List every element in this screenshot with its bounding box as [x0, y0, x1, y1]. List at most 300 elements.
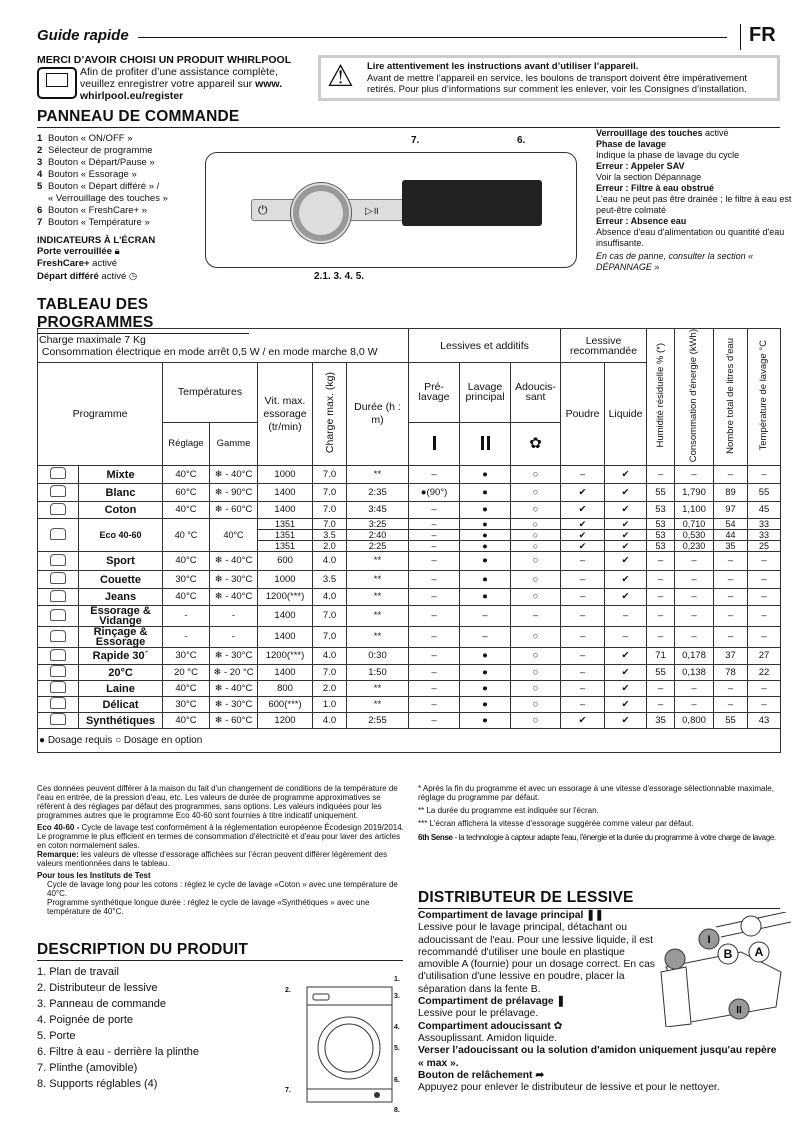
sport-icon [38, 552, 79, 571]
prewash: ●(90°) [409, 484, 460, 502]
duration: ** [347, 627, 409, 648]
water: 37 [714, 648, 748, 665]
table-caption [38, 329, 409, 363]
energy: – [675, 681, 714, 697]
note-remark-text: les valeurs de vitesse d’essorage affichées sur l’écran peuvent différer légèrement des valeurs mentionnées dans le tableau. [37, 850, 388, 868]
detergent-drawer-illustration [656, 912, 796, 1027]
wash-temp: – [748, 697, 781, 713]
program-table [37, 328, 781, 753]
header-spin: Vit. max. essorage (tr/min) [258, 363, 313, 466]
water: 89 [714, 484, 748, 502]
program-setting-temp: 40°C [163, 552, 210, 571]
duration: ** [347, 681, 409, 697]
program-setting-temp: 40°C [163, 681, 210, 697]
humidity: – [647, 571, 675, 589]
callout-5: 5. [394, 1045, 400, 1052]
control-item [37, 205, 207, 217]
indicator-item [596, 139, 796, 150]
softener: ○ [511, 697, 561, 713]
liquid: ✔ [605, 713, 647, 729]
water: – [714, 606, 748, 627]
program-setting-temp: - [163, 606, 210, 627]
program-name: Jeans [79, 589, 163, 606]
energy: 0,800 [675, 713, 714, 729]
water: 44 [714, 530, 748, 541]
humidity: – [647, 552, 675, 571]
product-part: 6. Filtre à eau - derrière la plinthe [37, 1046, 200, 1058]
max-load: 4.0 [313, 589, 347, 606]
softener: ○ [511, 648, 561, 665]
humidity: 53 [647, 541, 675, 552]
water: – [714, 681, 748, 697]
control-number: 6 [37, 205, 43, 216]
indicator-name: Phase de lavage [596, 139, 667, 149]
register-text-body: Afin de profiter d’une assistance complète, veuillez enregistrer votre appareil sur [80, 66, 278, 90]
powder: – [561, 589, 605, 606]
computer-icon [37, 67, 77, 99]
program-name: Coton [79, 502, 163, 519]
main-wash-icon: ❚❚ [586, 910, 604, 921]
callout-4: 4. [394, 1024, 400, 1031]
water: 35 [714, 541, 748, 552]
powder: – [561, 697, 605, 713]
header-humidity [647, 329, 675, 466]
control-number: 7 [37, 217, 43, 228]
table-row [38, 665, 781, 681]
distributor-compartments [418, 910, 656, 1045]
table-row [38, 466, 781, 484]
prewash: – [409, 681, 460, 697]
program-setting-temp: 20 °C [163, 665, 210, 681]
mainwash: ● [460, 681, 511, 697]
test-institutes-heading: Pour tous les Instituts de Test [37, 871, 151, 880]
powder: ✔ [561, 541, 605, 552]
water: 78 [714, 665, 748, 681]
max-load: 3.5 [313, 530, 347, 541]
product-part: 1. Plan de travail [37, 966, 119, 978]
liquid: ✔ [605, 484, 647, 502]
warning-bold: Lire attentivement les instructions avant d’utiliser l’appareil. [367, 61, 639, 72]
header-setting: Réglage [163, 422, 210, 465]
wash-temp: 33 [748, 519, 781, 530]
softener-icon: ✿ [553, 1020, 563, 1032]
duvet-icon [38, 571, 79, 589]
liquid: ✔ [605, 502, 647, 519]
program-temp-range: ❄ - 40°C [210, 466, 258, 484]
program-temp-range: ❄ - 60°C [210, 502, 258, 519]
release-button-text [418, 1070, 780, 1095]
prewash: – [409, 713, 460, 729]
humidity: – [647, 466, 675, 484]
callout-6: 6. [517, 135, 526, 146]
powder: ✔ [561, 530, 605, 541]
label-A: A [754, 945, 764, 959]
softener-heading: Compartiment adoucissant [418, 1020, 551, 1032]
max-load: 7.0 [313, 484, 347, 502]
program-setting-temp: 30°C [163, 648, 210, 665]
indicator-item [596, 183, 796, 194]
footnote-2: ** La durée du programme est indiquée sur l'écran. [418, 806, 599, 815]
table-row [38, 697, 781, 713]
mainwash: ● [460, 665, 511, 681]
indicator-text: L'eau ne peut pas être drainée ; le filtre à eau est peut-être colmaté [596, 194, 792, 215]
spin-speed: 1400 [258, 606, 313, 627]
indicator-name: Erreur : Filtre à eau obstrué [596, 183, 715, 193]
program-temp-range: - [210, 627, 258, 648]
humidity: 55 [647, 665, 675, 681]
control-number: 5 [37, 181, 43, 192]
prewash: – [409, 552, 460, 571]
control-item [37, 157, 207, 169]
control-label: « Verrouillage des touches » [48, 193, 168, 204]
control-item [37, 133, 207, 145]
header-temp [748, 329, 781, 466]
wash-temp: 25 [748, 541, 781, 552]
program-temp-range: ❄ - 40°C [210, 681, 258, 697]
wash-temp: 33 [748, 530, 781, 541]
spin-speed: 1400 [258, 484, 313, 502]
header-recommended: Lessive recommandée [561, 329, 647, 363]
program-temp-range: ❄ - 90°C [210, 484, 258, 502]
liquid: ✔ [605, 697, 647, 713]
header-liquid: Liquide [605, 363, 647, 466]
max-load: 7.0 [313, 519, 347, 530]
max-load: 2.0 [313, 681, 347, 697]
prewash: – [409, 466, 460, 484]
clock-icon: ◷ [128, 271, 138, 282]
header-rule [138, 37, 727, 38]
program-setting-temp: 40°C [163, 589, 210, 606]
freshcare-status: activé [89, 258, 118, 269]
max-load: 4.0 [313, 648, 347, 665]
spin-speed: 800 [258, 681, 313, 697]
power-button-icon[interactable]: ⏻ [258, 203, 268, 217]
program-temp-range: ❄ - 40°C [210, 589, 258, 606]
rapid-30-icon [38, 648, 79, 665]
notes-left [37, 784, 409, 916]
powder: – [561, 606, 605, 627]
energy: 0,710 [675, 519, 714, 530]
energy: 1,100 [675, 502, 714, 519]
water: – [714, 571, 748, 589]
max-load: 4.0 [313, 713, 347, 729]
water: – [714, 697, 748, 713]
header-load-label: Charge max. (kg) [323, 372, 336, 454]
indicator-text: Absence d'eau d'alimentation ou quantité d'eau insuffisante. [596, 227, 785, 248]
program-selector-dial[interactable] [291, 183, 351, 243]
softener-callout [665, 949, 685, 969]
energy: – [675, 697, 714, 713]
control-number: 1 [37, 133, 43, 144]
main-wash-text: Lessive pour le lavage principal, détachant ou adoucissant de l'eau. Pour une lessive liquide, il est recommandé d'utiliser une boule en plastique amovible A (fournie) pour un dosage correct. En cas d'utilisation d'une lessive en poudre, placer la séparation dans la fente B. [418, 922, 655, 995]
control-label: Bouton « Température » [48, 217, 150, 228]
control-label: Sélecteur de programme [48, 145, 153, 156]
prewash: – [409, 502, 460, 519]
softener-max-warning: Verser l’adoucissant ou la solution d'amidon uniquement jusqu'au repère « max ». [418, 1045, 777, 1069]
powder: – [561, 681, 605, 697]
indicator-text: Indique la phase de lavage du cycle [596, 150, 740, 160]
note-remark [37, 850, 409, 868]
table-row [38, 606, 781, 627]
warning-box [318, 55, 780, 101]
control-label: Bouton « Départ différé » / [48, 181, 160, 192]
prewash: – [409, 589, 460, 606]
mainwash: ● [460, 519, 511, 530]
wash-temp: 55 [748, 484, 781, 502]
liquid: ✔ [605, 466, 647, 484]
header-range: Gamme [210, 422, 258, 465]
spin-speed: 1200(***) [258, 648, 313, 665]
program-name: Eco 40-60 [79, 519, 163, 552]
warning-icon: ⚠ [327, 60, 354, 93]
wash-temp: 45 [748, 502, 781, 519]
table-row [38, 571, 781, 589]
cotton-icon [38, 502, 79, 519]
control-item [37, 217, 207, 229]
max-load: Charge maximale 7 Kg [39, 333, 146, 346]
start-pause-button-icon[interactable]: ▷॥ [365, 206, 379, 217]
indicator-item [596, 172, 796, 183]
softener: ○ [511, 484, 561, 502]
wash-temp: – [748, 606, 781, 627]
mainwash: ● [460, 697, 511, 713]
powder: ✔ [561, 713, 605, 729]
sixth-sense-text: - la technologie à capteur adapte l'eau, l'énergie et la durée du programme à votre charge de lavage. [452, 833, 776, 842]
troubleshooting-note: En cas de panne, consulter la section « DÉPANNAGE » [596, 251, 754, 272]
register-link[interactable]: www. whirlpool.eu/register [80, 78, 283, 102]
header-softener: Adoucis-sant [511, 363, 561, 423]
max-load: 1.0 [313, 697, 347, 713]
register-text [80, 66, 305, 102]
control-label: Bouton « ON/OFF » [48, 133, 133, 144]
note-eco [37, 823, 409, 850]
indicator-list [596, 128, 796, 249]
warning-text [367, 61, 777, 96]
softener: ○ [511, 627, 561, 648]
header-program: Programme [38, 363, 163, 466]
note-eco-text: Cycle de lavage test conformément à la réglementation européenne Écodesign 2019/2014. Le programme le plus efficient en termes de consommation d'électricité et d'eau pour laver des articles en coton normalement sales. [37, 823, 404, 850]
sixth-sense-note [418, 833, 788, 842]
max-load: 7.0 [313, 502, 347, 519]
wash-temp: – [748, 589, 781, 606]
duration: 2:40 [347, 530, 409, 541]
max-load: 7.0 [313, 627, 347, 648]
release-desc: Appuyez pour enlever le distributeur de lessive et pour le nettoyer. [418, 1082, 720, 1094]
prewash: – [409, 665, 460, 681]
indicator-item [596, 161, 796, 172]
release-callout [741, 916, 761, 936]
softener: ○ [511, 519, 561, 530]
indicator-item [596, 194, 796, 216]
eco-icon [38, 519, 79, 552]
product-part: 5. Porte [37, 1030, 76, 1042]
max-load: 2.0 [313, 541, 347, 552]
program-temp-range: ❄ - 40°C [210, 552, 258, 571]
spin-speed: 1200(***) [258, 589, 313, 606]
liquid: ✔ [605, 541, 647, 552]
prewash: – [409, 571, 460, 589]
duration: ** [347, 589, 409, 606]
freshcare-label: FreshCare+ [37, 258, 90, 269]
label-II: II [736, 1005, 742, 1016]
notes-right [418, 784, 788, 842]
footnote-1: * Après la fin du programme et avec un essorage à une vitesse d'essorage sélectionnable maximale, réglage du programme par défaut. [418, 784, 774, 802]
liquid: ✔ [605, 681, 647, 697]
control-panel-heading: PANNEAU DE COMMANDE [37, 108, 780, 128]
mainwash: ● [460, 589, 511, 606]
mixed-icon [38, 466, 79, 484]
indicator-name: Erreur : Absence eau [596, 216, 687, 226]
control-item [37, 181, 207, 193]
20c-icon [38, 665, 79, 681]
spin-speed: 1351 [258, 530, 313, 541]
note-variation: Ces données peuvent différer à la maison du fait d'un changement de conditions de la température de l'eau en entrée, de la pression d'eau, etc. Les valeurs de durée de programme approximatives se réfèrent à des réglages par défaut des programmes, sans options. Les valeurs indiquées pour les programmes autres que le programme Eco 40-60 sont fournies à titre indicatif uniquement. [37, 784, 398, 820]
program-setting-temp: 40 °C [163, 519, 210, 552]
liquid: ✔ [605, 648, 647, 665]
divider [740, 24, 741, 50]
duration: ** [347, 552, 409, 571]
callout-7: 7. [411, 135, 420, 146]
synthetics-icon [38, 713, 79, 729]
softener: ○ [511, 552, 561, 571]
program-name: Sport [79, 552, 163, 571]
distributor-heading: DISTRIBUTEUR DE LESSIVE [418, 889, 780, 909]
prewash-icon [409, 422, 460, 465]
duration: 2:25 [347, 541, 409, 552]
product-part: 7. Plinthe (amovible) [37, 1062, 138, 1074]
humidity: 35 [647, 713, 675, 729]
spin-speed: 1000 [258, 466, 313, 484]
header-temperatures: Températures [163, 363, 258, 423]
callout-7: 7. [285, 1087, 291, 1094]
program-table-heading: TABLEAU DES PROGRAMMES [37, 296, 249, 334]
max-load: 7.0 [313, 665, 347, 681]
control-number: 4 [37, 169, 43, 180]
header-powder: Poudre [561, 363, 605, 466]
mainwash: ● [460, 648, 511, 665]
spin-speed: 1200 [258, 713, 313, 729]
indicator-text: activé [702, 128, 729, 138]
product-part: 2. Distributeur de lessive [37, 982, 158, 994]
lock-icon: 🔒︎ [114, 246, 120, 257]
header-detergents: Lessives et additifs [409, 329, 561, 363]
control-list [37, 133, 207, 229]
duration: ** [347, 606, 409, 627]
water: – [714, 589, 748, 606]
softener: ○ [511, 502, 561, 519]
program-setting-temp: 40°C [163, 713, 210, 729]
indicator-item [596, 150, 796, 161]
header-humidity-label: Humidité résiduelle % (*) [654, 343, 666, 448]
indicator-name: Verrouillage des touches [596, 128, 703, 138]
prewash: – [409, 648, 460, 665]
product-part: 4. Poignée de porte [37, 1014, 134, 1026]
control-label: Bouton « FreshCare+ » [48, 205, 148, 216]
prewash: – [409, 519, 460, 530]
header-load [313, 363, 347, 466]
duration: 0:30 [347, 648, 409, 665]
program-setting-temp: 40°C [163, 502, 210, 519]
program-name: Essorage & Vidange [79, 606, 163, 627]
powder: – [561, 552, 605, 571]
program-name: Laine [79, 681, 163, 697]
table-legend-row [38, 729, 781, 753]
table-row [38, 519, 781, 530]
table-row [38, 484, 781, 502]
indicator-freshcare [37, 258, 117, 270]
water: – [714, 466, 748, 484]
softener: ○ [511, 571, 561, 589]
table-row [38, 681, 781, 697]
energy: – [675, 627, 714, 648]
wash-temp: 43 [748, 713, 781, 729]
water: 55 [714, 713, 748, 729]
water: 54 [714, 519, 748, 530]
program-name: Rapide 30´ [79, 648, 163, 665]
powder: ✔ [561, 502, 605, 519]
spin-speed: 600(***) [258, 697, 313, 713]
test-cotton: Cycle de lavage long pour les cotons : réglez le cycle de lavage «Coton » avec une température de 40°C. [47, 880, 398, 898]
softener: ○ [511, 665, 561, 681]
callout-6: 6. [394, 1077, 400, 1084]
header-energy-label: Consommation d'énergie (kWh) [688, 329, 700, 463]
program-temp-range: ❄ - 30°C [210, 697, 258, 713]
callout-2: 2. [285, 987, 291, 994]
indicator-item [596, 128, 796, 139]
mainwash: – [460, 627, 511, 648]
indicator-door-locked [37, 246, 120, 258]
product-heading: DESCRIPTION DU PRODUIT [37, 941, 403, 961]
powder: – [561, 627, 605, 648]
rinse-spin-icon [38, 627, 79, 648]
liquid: ✔ [605, 571, 647, 589]
program-name: Synthétiques [79, 713, 163, 729]
program-setting-temp: 60°C [163, 484, 210, 502]
humidity: – [647, 627, 675, 648]
program-name: Délicat [79, 697, 163, 713]
callout-1: 1. [394, 976, 400, 983]
energy: – [675, 589, 714, 606]
program-temp-range: ❄ - 30°C [210, 648, 258, 665]
powder: – [561, 466, 605, 484]
callout-3: 3. [394, 993, 400, 1000]
header-mainwash: Lavage principal [460, 363, 511, 423]
powder: ✔ [561, 484, 605, 502]
language-code: FR [749, 24, 776, 46]
header-energy [675, 329, 714, 466]
humidity: 53 [647, 530, 675, 541]
duration: ** [347, 697, 409, 713]
mainwash-icon [460, 422, 511, 465]
display-screen [402, 180, 542, 226]
softener-text: Assouplissant. Amidon liquide. [418, 1032, 558, 1044]
mainwash: ● [460, 541, 511, 552]
energy: – [675, 466, 714, 484]
liquid: – [605, 627, 647, 648]
header-duration: Durée (h : m) [347, 363, 409, 466]
spin-drain-icon [38, 606, 79, 627]
liquid: ✔ [605, 530, 647, 541]
table-legend: ● Dosage requis ○ Dosage en option [38, 729, 781, 753]
spin-speed: 1400 [258, 502, 313, 519]
product-parts-list [37, 964, 199, 1092]
control-item [37, 145, 207, 157]
release-heading: Bouton de relâchement [418, 1069, 533, 1081]
prewash-heading: Compartiment de prélavage [418, 996, 554, 1008]
liquid: ✔ [605, 665, 647, 681]
note-eco-label: Eco 40-60 - [37, 823, 80, 832]
energy: – [675, 552, 714, 571]
